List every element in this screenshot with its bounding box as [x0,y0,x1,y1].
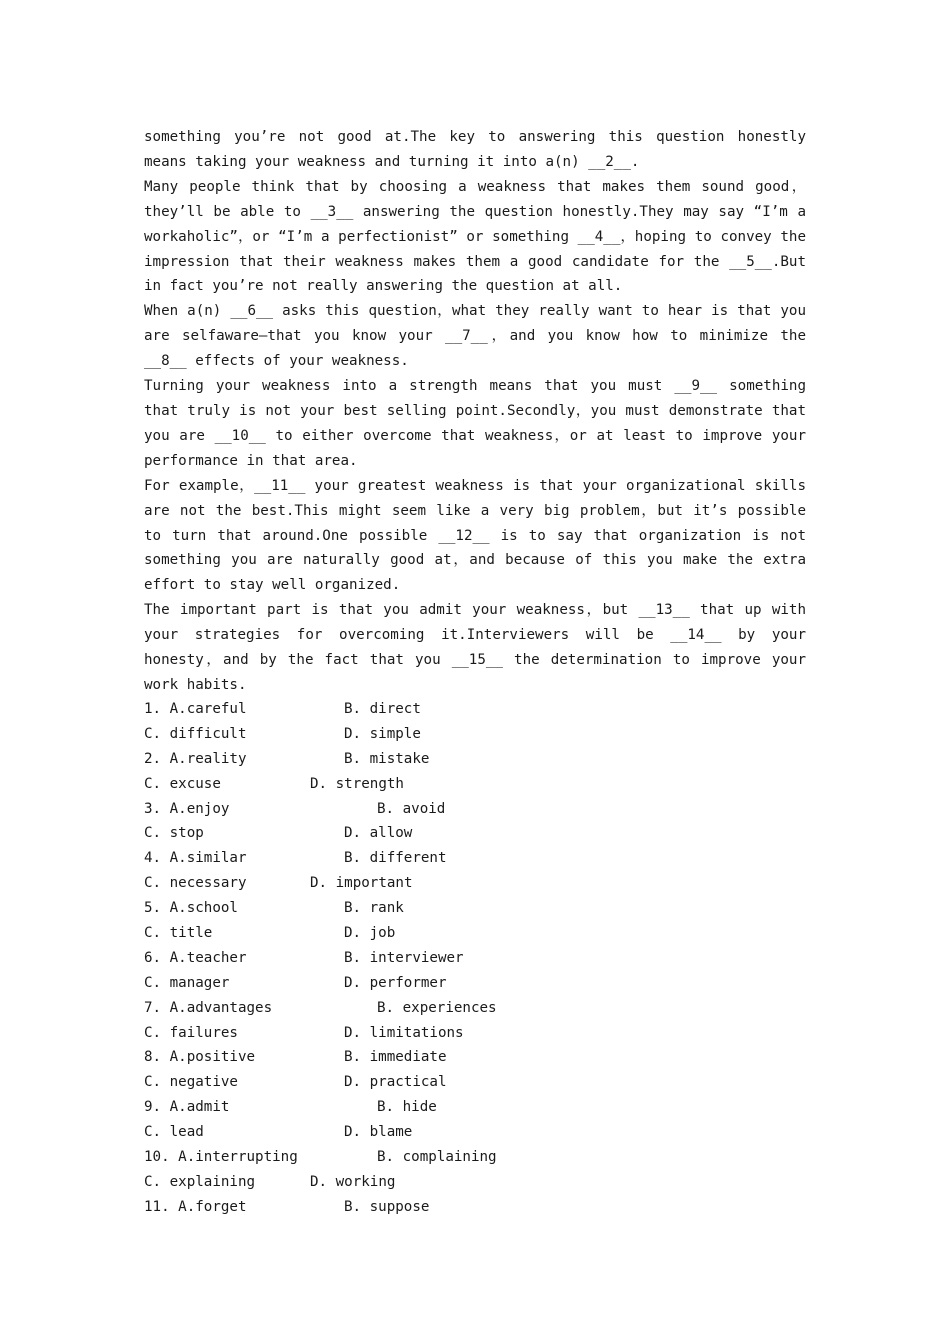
paragraph: Many people think that by choosing a weakness that makes them sound good，they’ll be able to __3__ answering the question honestly.They may say “I’m a workaholic”，or “I’m a perfectionist” or something __4__，hoping to convey the impression that their weakness makes them a good candidate for the __5__.But in fact you’re not really answering the question at all. [144,178,806,295]
option-row [144,722,806,747]
option-left: C. excuse [144,775,221,792]
option-row [144,797,806,822]
option-left: 2. A.reality [144,750,247,767]
option-row [144,697,806,722]
option-left: C. negative [144,1074,238,1091]
option-row [144,821,806,846]
option-right: D. performer [344,974,447,991]
paragraph: When a(n) __6__ asks this question，what they really want to hear is that you are selfaware—that you know your __7__，and you know how to minimize the __8__ effects of your weakness. [144,303,806,370]
option-right: D. job [344,925,396,942]
option-right: D. allow [344,825,413,842]
option-right: B. immediate [344,1049,447,1066]
option-row [144,1021,806,1046]
option-left: 3. A.enjoy [144,800,230,817]
option-right: B. interviewer [344,949,464,966]
option-left: C. necessary [144,875,247,892]
paragraph: something you’re not good at.The key to answering this question honestly means taking your weakness and turning it into a(n) __2__. [144,129,806,170]
option-row [144,1170,806,1195]
option-left: 6. A.teacher [144,949,247,966]
option-row [144,996,806,1021]
option-left: C. failures [144,1024,238,1041]
option-left: 10. A.interrupting [144,1149,298,1166]
option-right: B. suppose [344,1198,430,1215]
option-row [144,772,806,797]
option-left: C. stop [144,825,204,842]
option-right: B. hide [377,1099,437,1116]
option-row [144,896,806,921]
option-row [144,921,806,946]
option-left: C. difficult [144,725,247,742]
answer-options [144,697,806,1220]
option-row [144,1070,806,1095]
option-left: C. manager [144,974,230,991]
option-right: D. blame [344,1124,413,1141]
option-right: D. limitations [344,1024,464,1041]
option-row [144,871,806,896]
option-left: 4. A.similar [144,850,247,867]
option-right: B. complaining [377,1149,497,1166]
option-left: 8. A.positive [144,1049,256,1066]
paragraph: Turning your weakness into a strength means that you must __9__ something that truly is not your best selling point.Secondly，you must demonstrate that you are __10__ to either overcome that weakness，or at least to improve your performance in that area. [144,378,806,469]
option-right: B. avoid [377,800,446,817]
option-right: B. experiences [377,999,497,1016]
option-right: B. mistake [344,750,430,767]
option-left: C. title [144,925,213,942]
option-row [144,1045,806,1070]
option-row [144,1145,806,1170]
option-left: 9. A.admit [144,1099,230,1116]
option-row [144,846,806,871]
option-row [144,1195,806,1220]
option-row [144,946,806,971]
option-left: 1. A.careful [144,701,247,717]
option-row [144,1095,806,1120]
option-left: 5. A.school [144,900,238,917]
option-row [144,747,806,772]
option-left: C. explaining [144,1173,256,1190]
option-left: C. lead [144,1124,204,1141]
option-row [144,1120,806,1145]
paragraph: The important part is that you admit your weakness，but __13__ that up with your strategies for overcoming it.Interviewers will be __14__ by your honesty，and by the fact that you __15__ the determination to improve your work habits. [144,602,806,693]
cloze-passage [144,125,806,698]
paragraph: For example，__11__ your greatest weakness is that your organizational skills are not the best.This might seem like a very big problem，but it’s possible to turn that around.One possible __12__ is to say that organization is not something you are naturally good at，and because of this you make the extra effort to stay well organized. [144,477,806,594]
option-row [144,971,806,996]
option-right: D. important [310,875,413,892]
option-left: 11. A.forget [144,1198,247,1215]
option-left: 7. A.advantages [144,999,273,1016]
option-right: B. direct [344,701,421,717]
option-right: B. different [344,850,447,867]
option-right: D. working [310,1173,396,1190]
option-right: D. simple [344,725,421,742]
option-right: D. strength [310,775,404,792]
option-right: D. practical [344,1074,447,1091]
option-right: B. rank [344,900,404,917]
